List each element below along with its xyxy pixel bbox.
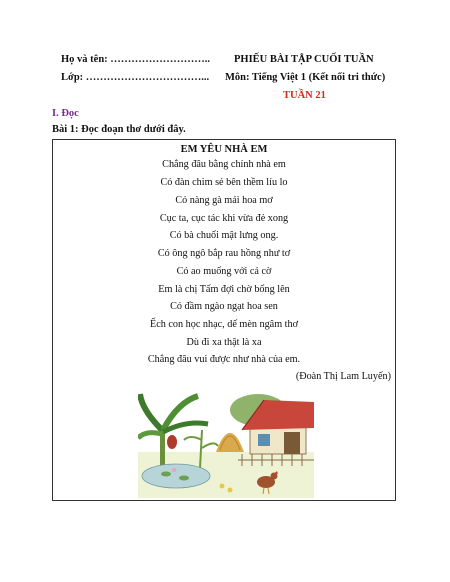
poem-author: (Đoàn Thị Lam Luyến) (295, 371, 391, 382)
poem-line: Có ao muống với cá cờ (176, 266, 272, 277)
poem-line: Có ông ngô bắp rau hồng như tơ (157, 248, 291, 259)
poem-line: Cục ta, cục tác khi vừa đẻ xong (159, 213, 289, 224)
poem-line: Em là chị Tấm đợi chờ bống lên (158, 284, 290, 295)
sheet-title: PHIẾU BÀI TẬP CUỐI TUẦN (234, 54, 374, 65)
class-label: Lớp: ……………………………... (61, 72, 210, 83)
house-farm-illustration (138, 390, 314, 498)
name-label: Họ và tên: ……………………….. (61, 54, 211, 65)
poem-line: Có đàn chim sẻ bên thềm líu lo (160, 177, 288, 188)
exercise-title: Bài 1: Đọc đoạn thơ dưới đây. (52, 124, 186, 135)
poem-line: Có bà chuối mật lưng ong. (169, 230, 279, 241)
poem-line: Chẳng đâu bằng chính nhà em (162, 159, 286, 170)
poem-line: Ếch con học nhạc, dế mèn ngâm thơ (150, 319, 298, 330)
poem-line: Dù đi xa thật là xa (186, 337, 262, 348)
section-title: I. Đọc (52, 108, 79, 119)
week-label: TUẦN 21 (283, 90, 326, 101)
poem-title: EM YÊU NHÀ EM (180, 144, 268, 155)
poem-box (52, 139, 396, 501)
poem-line: Có nàng gà mái hoa mơ (175, 195, 273, 206)
poem-line: Có đầm ngào ngạt hoa sen (170, 301, 278, 312)
subject-label: Môn: Tiếng Việt 1 (Kết nối tri thức) (225, 72, 386, 83)
poem-line: Chẳng đâu vui được như nhà của em. (147, 354, 301, 365)
